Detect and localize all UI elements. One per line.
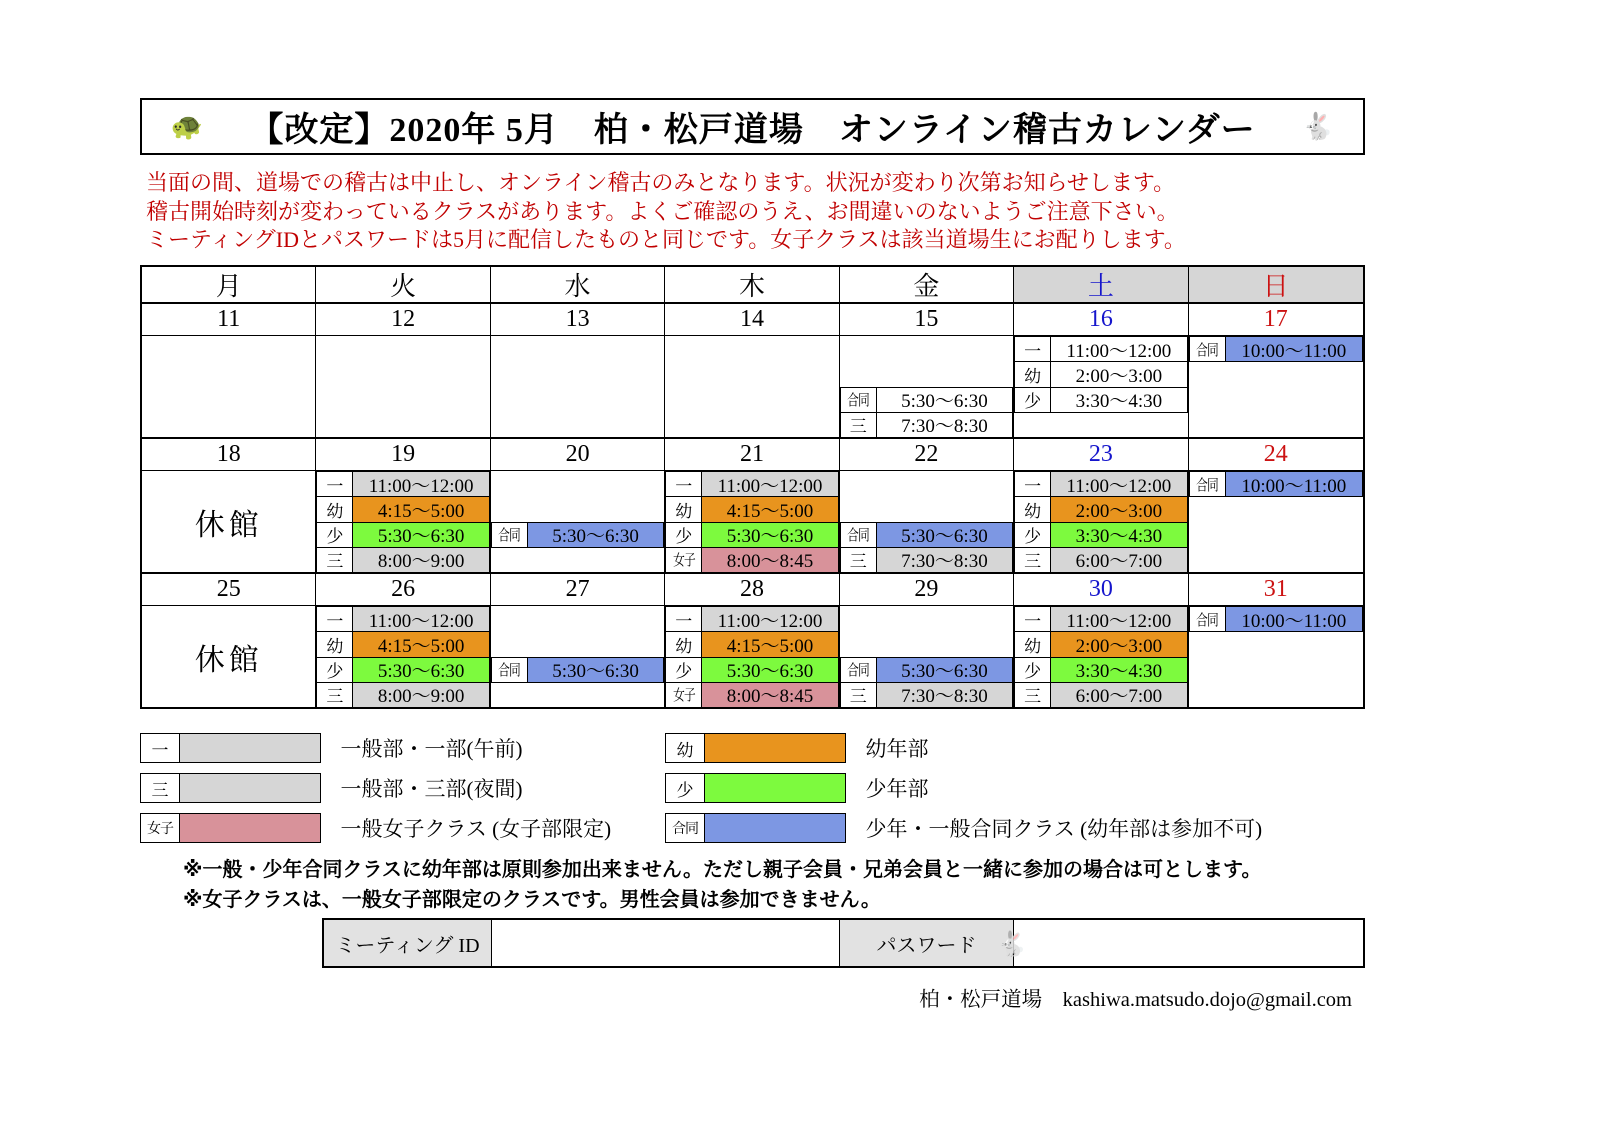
date-row (142, 302, 1363, 336)
day-cell (142, 336, 316, 437)
class-label: 三 (840, 682, 877, 708)
notice-line-2: 稽古開始時刻が変わっているクラスがあります。よくご確認のうえ、お間違いのないようご注意下さい。 (146, 198, 1179, 224)
class-label: 一 (1014, 336, 1051, 362)
footnote-line-2: ※女子クラスは、一般女子部限定のクラスです。男性会員は参加できません。 (183, 889, 881, 911)
legend-description: 一般部・三部(夜間) (340, 777, 523, 801)
day-cell (1014, 471, 1188, 572)
legend-item (665, 773, 929, 803)
day-cell (316, 336, 490, 437)
class-label: 少 (1014, 387, 1051, 413)
legend-item (665, 813, 1262, 843)
class-slot (665, 657, 838, 683)
weekday-header: 金 (840, 267, 1014, 302)
legend-key: 合同 (665, 813, 705, 843)
class-label: 女子 (665, 547, 702, 573)
class-time: 10:00〜11:00 (1225, 336, 1363, 362)
class-time: 6:00〜7:00 (1050, 682, 1187, 708)
class-slot (1014, 631, 1187, 657)
class-label: 一 (665, 606, 702, 632)
day-cell (491, 471, 665, 572)
class-slot (316, 496, 489, 522)
class-time: 3:30〜4:30 (1050, 657, 1187, 683)
day-cell (665, 471, 839, 572)
class-time: 10:00〜11:00 (1225, 606, 1363, 632)
class-label: 幼 (665, 631, 702, 657)
class-time: 11:00〜12:00 (1050, 606, 1187, 632)
class-time: 7:30〜8:30 (876, 412, 1013, 438)
class-slot (1014, 657, 1187, 683)
contact-email: 柏・松戸道場 kashiwa.matsudo.dojo@gmail.com (919, 989, 1352, 1011)
class-slot (491, 657, 664, 683)
class-time: 2:00〜3:00 (1050, 631, 1187, 657)
class-time: 8:00〜8:45 (701, 547, 838, 573)
page-title: 【改定】2020年 5月 柏・松戸道場 オンライン稽古カレンダー (249, 112, 1256, 149)
class-time: 5:30〜6:30 (527, 657, 664, 683)
legend-key: 一 (140, 733, 180, 763)
day-cell (316, 606, 490, 707)
legend-item (140, 773, 523, 803)
footnotes (183, 855, 1261, 915)
class-time: 8:00〜9:00 (352, 682, 489, 708)
weekday-header: 月 (142, 267, 316, 302)
class-time: 4:15〜5:00 (352, 496, 489, 522)
class-label: 幼 (1014, 496, 1051, 522)
class-label: 三 (1014, 547, 1051, 573)
day-cell (491, 336, 665, 437)
class-slot (1014, 361, 1187, 387)
meeting-credentials-table (322, 918, 1365, 968)
class-slot (1014, 522, 1187, 548)
class-label: 少 (1014, 522, 1051, 548)
class-slot (1189, 606, 1363, 632)
class-time: 4:15〜5:00 (701, 496, 838, 522)
class-slot (316, 522, 489, 548)
notice-line-3: ミーティングIDとパスワードは5月に配信したものと同じです。女子クラスは該当道場生にお配りします。 (146, 227, 1186, 252)
class-time: 5:30〜6:30 (352, 522, 489, 548)
class-slot (491, 522, 664, 548)
class-slot (316, 631, 489, 657)
title-banner (140, 98, 1365, 155)
date-cell: 19 (316, 437, 490, 471)
legend-description: 幼年部 (865, 737, 929, 761)
date-cell: 28 (665, 572, 839, 606)
calendar-table (140, 265, 1365, 709)
meeting-id-label: ミーティング ID (324, 920, 492, 966)
class-slot (665, 682, 838, 708)
legend-swatch (704, 773, 846, 803)
class-slot (316, 657, 489, 683)
class-time: 5:30〜6:30 (876, 522, 1013, 548)
date-cell: 29 (840, 572, 1014, 606)
class-label: 合同 (840, 387, 877, 413)
class-time: 11:00〜12:00 (701, 606, 838, 632)
day-cell (840, 606, 1014, 707)
class-label: 少 (316, 657, 353, 683)
class-time: 6:00〜7:00 (1050, 547, 1187, 573)
class-slot (840, 412, 1013, 438)
class-slot (316, 606, 489, 632)
date-row (142, 437, 1363, 471)
date-cell: 30 (1014, 572, 1188, 606)
legend-key: 幼 (665, 733, 705, 763)
class-time: 4:15〜5:00 (701, 631, 838, 657)
class-label: 三 (840, 547, 877, 573)
day-cell (1189, 606, 1363, 707)
legend-swatch (179, 813, 321, 843)
day-cell (840, 336, 1014, 437)
class-time: 11:00〜12:00 (352, 471, 489, 497)
class-time: 11:00〜12:00 (1050, 471, 1187, 497)
date-cell: 21 (665, 437, 839, 471)
password-value (1014, 920, 1363, 966)
schedule-row (142, 336, 1363, 437)
day-cell (491, 606, 665, 707)
legend-description: 少年部 (865, 777, 929, 801)
class-label: 一 (316, 471, 353, 497)
class-label: 一 (316, 606, 353, 632)
class-label: 合同 (1189, 336, 1226, 362)
class-slot (665, 606, 838, 632)
date-cell: 26 (316, 572, 490, 606)
class-label: 一 (1014, 606, 1051, 632)
class-slot (1014, 336, 1187, 362)
day-cell (1189, 471, 1363, 572)
day-cell (1189, 336, 1363, 437)
password-label (840, 920, 1027, 966)
date-cell: 27 (491, 572, 665, 606)
date-cell: 17 (1189, 302, 1363, 336)
class-label: 幼 (1014, 361, 1051, 387)
legend-description: 一般女子クラス (女子部限定) (340, 817, 612, 841)
class-time: 2:00〜3:00 (1050, 361, 1187, 387)
legend-swatch (704, 733, 846, 763)
class-time: 11:00〜12:00 (701, 471, 838, 497)
legend-description: 少年・一般合同クラス (幼年部は参加不可) (865, 817, 1263, 841)
closed-day-cell: 休館 (142, 471, 316, 572)
date-cell: 16 (1014, 302, 1188, 336)
day-cell (316, 471, 490, 572)
class-time: 7:30〜8:30 (876, 682, 1013, 708)
legend-key: 女子 (140, 813, 180, 843)
day-cell (1014, 336, 1188, 437)
class-time: 5:30〜6:30 (876, 657, 1013, 683)
date-cell: 12 (316, 302, 490, 336)
class-slot (840, 387, 1013, 413)
class-time: 5:30〜6:30 (701, 657, 838, 683)
class-label: 三 (840, 412, 877, 438)
class-slot (1189, 471, 1363, 497)
class-slot (665, 547, 838, 573)
date-cell: 20 (491, 437, 665, 471)
class-time: 5:30〜6:30 (352, 657, 489, 683)
class-label: 三 (1014, 682, 1051, 708)
weekday-header: 土 (1014, 267, 1188, 302)
closed-day-cell: 休館 (142, 606, 316, 707)
class-time: 11:00〜12:00 (1050, 336, 1187, 362)
class-time: 3:30〜4:30 (1050, 522, 1187, 548)
legend-key: 三 (140, 773, 180, 803)
class-slot (840, 657, 1013, 683)
rabbit-icon: 🐇 (997, 932, 1027, 958)
class-time: 7:30〜8:30 (876, 547, 1013, 573)
rabbit-icon: 🐇 (1301, 111, 1335, 141)
class-time: 2:00〜3:00 (1050, 496, 1187, 522)
class-label: 一 (665, 471, 702, 497)
weekday-header: 木 (665, 267, 839, 302)
class-slot (840, 522, 1013, 548)
class-label: 少 (665, 657, 702, 683)
class-time: 8:00〜8:45 (701, 682, 838, 708)
class-label: 幼 (1014, 631, 1051, 657)
class-label: 合同 (491, 522, 528, 548)
class-slot (316, 682, 489, 708)
class-time: 4:15〜5:00 (352, 631, 489, 657)
class-slot (665, 522, 838, 548)
class-slot (1014, 387, 1187, 413)
class-time: 10:00〜11:00 (1225, 471, 1363, 497)
class-slot (1014, 606, 1187, 632)
day-cell (1014, 606, 1188, 707)
legend-description: 一般部・一部(午前) (340, 737, 523, 761)
class-time: 5:30〜6:30 (876, 387, 1013, 413)
legend-item (665, 733, 929, 763)
notice-text (146, 169, 1186, 255)
legend-item (140, 813, 611, 843)
date-cell: 31 (1189, 572, 1363, 606)
class-label: 合同 (1189, 471, 1226, 497)
class-label: 女子 (665, 682, 702, 708)
turtle-icon: 🐢 (170, 111, 204, 141)
class-label: 少 (1014, 657, 1051, 683)
day-cell (840, 471, 1014, 572)
class-label: 合同 (840, 522, 877, 548)
class-label: 一 (1014, 471, 1051, 497)
class-slot (665, 631, 838, 657)
date-cell: 15 (840, 302, 1014, 336)
class-label: 合同 (1189, 606, 1226, 632)
schedule-row (142, 606, 1363, 707)
weekday-header-row (142, 267, 1363, 302)
notice-line-1: 当面の間、道場での稽古は中止し、オンライン稽古のみとなります。状況が変わり次第お知らせします。 (146, 170, 1176, 195)
password-label-text: パスワード (876, 934, 977, 957)
class-slot (316, 471, 489, 497)
date-cell: 22 (840, 437, 1014, 471)
date-row (142, 572, 1363, 606)
meeting-id-value (492, 920, 840, 966)
class-slot (1014, 547, 1187, 573)
class-time: 5:30〜6:30 (527, 522, 664, 548)
class-slot (840, 547, 1013, 573)
legend-swatch (179, 733, 321, 763)
class-label: 少 (665, 522, 702, 548)
weekday-header: 火 (316, 267, 490, 302)
class-label: 幼 (316, 496, 353, 522)
weekday-header: 水 (491, 267, 665, 302)
date-cell: 11 (142, 302, 316, 336)
class-label: 幼 (665, 496, 702, 522)
legend-key: 少 (665, 773, 705, 803)
date-cell: 14 (665, 302, 839, 336)
weekday-header: 日 (1189, 267, 1363, 302)
class-label: 幼 (316, 631, 353, 657)
legend-swatch (179, 773, 321, 803)
class-slot (665, 496, 838, 522)
schedule-row (142, 471, 1363, 572)
class-slot (1014, 471, 1187, 497)
date-cell: 23 (1014, 437, 1188, 471)
class-slot (1014, 496, 1187, 522)
class-slot (840, 682, 1013, 708)
date-cell: 25 (142, 572, 316, 606)
class-slot (316, 547, 489, 573)
class-label: 合同 (840, 657, 877, 683)
class-label: 三 (316, 682, 353, 708)
date-cell: 24 (1189, 437, 1363, 471)
class-time: 8:00〜9:00 (352, 547, 489, 573)
class-time: 3:30〜4:30 (1050, 387, 1187, 413)
legend-swatch (704, 813, 846, 843)
class-time: 11:00〜12:00 (352, 606, 489, 632)
date-cell: 13 (491, 302, 665, 336)
class-label: 合同 (491, 657, 528, 683)
footnote-line-1: ※一般・少年合同クラスに幼年部は原則参加出来ません。ただし親子会員・兄弟会員と一緒に参加の場合は可とします。 (183, 859, 1262, 881)
class-slot (665, 471, 838, 497)
class-label: 三 (316, 547, 353, 573)
day-cell (665, 336, 839, 437)
day-cell (665, 606, 839, 707)
legend-item (140, 733, 523, 763)
class-time: 5:30〜6:30 (701, 522, 838, 548)
class-slot (1189, 336, 1363, 362)
date-cell: 18 (142, 437, 316, 471)
class-label: 少 (316, 522, 353, 548)
class-slot (1014, 682, 1187, 708)
